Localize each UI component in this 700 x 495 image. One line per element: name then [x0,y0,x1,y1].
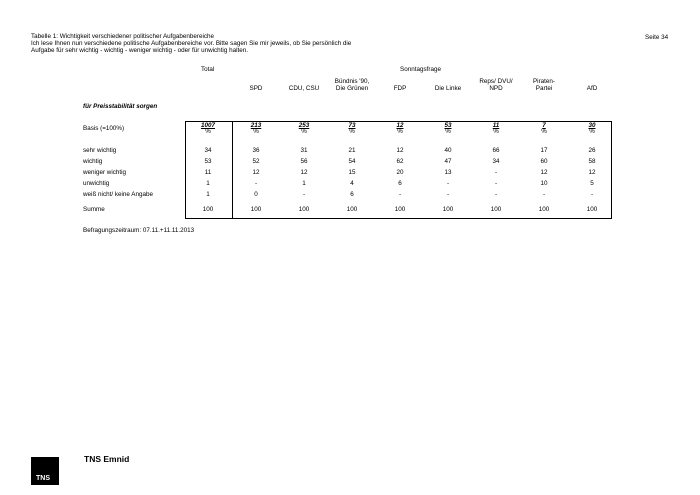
table-cell: 1 [206,180,210,187]
percent-sign: % [445,128,451,136]
table-cell: 12 [540,169,548,176]
column-header: CDU, CSU [288,85,320,92]
survey-period: Befragungszeitraum: 07.11.+11.11.2013 [83,227,195,234]
sum-cell: 100 [394,206,406,213]
logo-text: TNS [36,475,50,482]
row-label: unwichtig [83,180,110,187]
basis-cell [332,123,372,136]
sum-cell: 100 [490,206,502,213]
table-cell: 36 [252,147,260,154]
basis-cell [524,123,564,136]
percent-sign: % [589,128,595,136]
table-title: Tabelle 1: Wichtigkeit verschiedener politischer Aufgabenbereiche [31,33,215,40]
table-cell: 34 [492,158,500,165]
basis-label: Basis (=100%) [83,125,125,132]
row-label: weiß nicht/ keine Angabe [83,191,154,198]
table-cell: 10 [540,180,548,187]
table-cell: 54 [348,158,356,165]
percent-sign: % [253,128,259,136]
basis-count: 253 [298,122,310,129]
table-cell: 1 [302,180,306,187]
table-cell: - [398,191,402,198]
percent-sign: % [493,128,499,136]
column-total-label: Total [201,66,215,73]
table-cell: 40 [444,147,452,154]
column-header: FDP [393,85,407,92]
table-cell: 5 [590,180,594,187]
table-cell: 20 [396,169,404,176]
table-cell: 34 [204,147,212,154]
column-header: Partei [535,85,553,92]
basis-count: 213 [250,122,262,129]
table-cell: 58 [588,158,596,165]
basis-cell [284,123,324,136]
sum-label: Summe [83,206,105,213]
table-cell: - [590,191,594,198]
percent-sign: % [541,128,547,136]
basis-cell [188,123,228,136]
column-group-label: Sonntagsfrage [400,66,441,73]
table-cell: - [446,191,450,198]
basis-cell [572,123,612,136]
percent-sign: % [397,128,403,136]
table-cell: 31 [300,147,308,154]
column-header-line1: Bündnis '90, [334,78,370,85]
table-cell: 12 [396,147,404,154]
percent-sign: % [349,128,355,136]
sum-cell: 100 [202,206,214,213]
table-cell: 21 [348,147,356,154]
column-header-line1: Reps/ DVU/ [479,78,513,85]
row-label: wichtig [83,158,103,165]
basis-count: 7 [542,122,546,129]
table-column-separator [232,122,233,218]
table-cell: - [446,180,450,187]
percent-sign: % [301,128,307,136]
sum-cell: 100 [442,206,454,213]
table-header-text [31,34,451,54]
sum-cell: 100 [250,206,262,213]
basis-cell [476,123,516,136]
table-cell: - [302,191,306,198]
tns-logo [31,457,59,485]
column-header: Die Grünen [335,85,369,92]
table-cell: 56 [300,158,308,165]
basis-cell [236,123,276,136]
column-header: NPD [489,85,503,92]
table-cell: 66 [492,147,500,154]
column-header: SPD [249,85,263,92]
table-cell: 0 [254,191,258,198]
sum-cell: 100 [298,206,310,213]
basis-cell [380,123,420,136]
table-cell: 17 [540,147,548,154]
row-label: sehr wichtig [83,147,117,154]
table-cell: - [494,180,498,187]
table-cell: 26 [588,147,596,154]
table-cell: 1 [206,191,210,198]
basis-count: 12 [396,122,404,129]
row-label: weniger wichtig [83,169,127,176]
table-cell: - [542,191,546,198]
question-text-line2: Aufgabe für sehr wichtig - wichtig - weniger wichtig - oder für unwichtig halten. [31,46,248,54]
percent-sign: % [205,128,211,136]
table-cell: 12 [300,169,308,176]
column-header: AfD [586,85,598,92]
sum-cell: 100 [346,206,358,213]
sum-cell: 100 [538,206,550,213]
page-number: Seite 34 [645,34,669,41]
table-cell: 13 [444,169,452,176]
basis-count: 53 [444,122,452,129]
table-cell: 6 [398,180,402,187]
column-header-line1: Piraten- [532,78,556,85]
section-title: für Preisstabilität sorgen [83,103,158,110]
basis-count: 73 [348,122,356,129]
table-cell: 12 [252,169,260,176]
table-cell: 62 [396,158,404,165]
basis-count: 1007 [200,122,215,129]
table-cell: 6 [350,191,354,198]
table-cell: 52 [252,158,260,165]
table-cell: 53 [204,158,212,165]
question-text-line1: Ich lese Ihnen nun verschiedene politische Aufgabenbereiche vor. Bitte sagen Sie mir jeweils, ob Sie persönlich die [31,39,352,47]
table-cell: - [254,180,258,187]
column-header: Die Linke [434,85,462,92]
table-cell: 60 [540,158,548,165]
basis-cell [428,123,468,136]
table-cell: - [494,169,498,176]
table-cell: 4 [350,180,354,187]
basis-count: 11 [492,122,500,129]
basis-count: 30 [588,122,596,129]
table-cell: 11 [204,169,212,176]
table-cell: 47 [444,158,452,165]
table-cell: - [494,191,498,198]
sum-cell: 100 [586,206,598,213]
table-cell: 15 [348,169,356,176]
brand-name: TNS Emnid [84,454,130,464]
table-cell: 12 [588,169,596,176]
